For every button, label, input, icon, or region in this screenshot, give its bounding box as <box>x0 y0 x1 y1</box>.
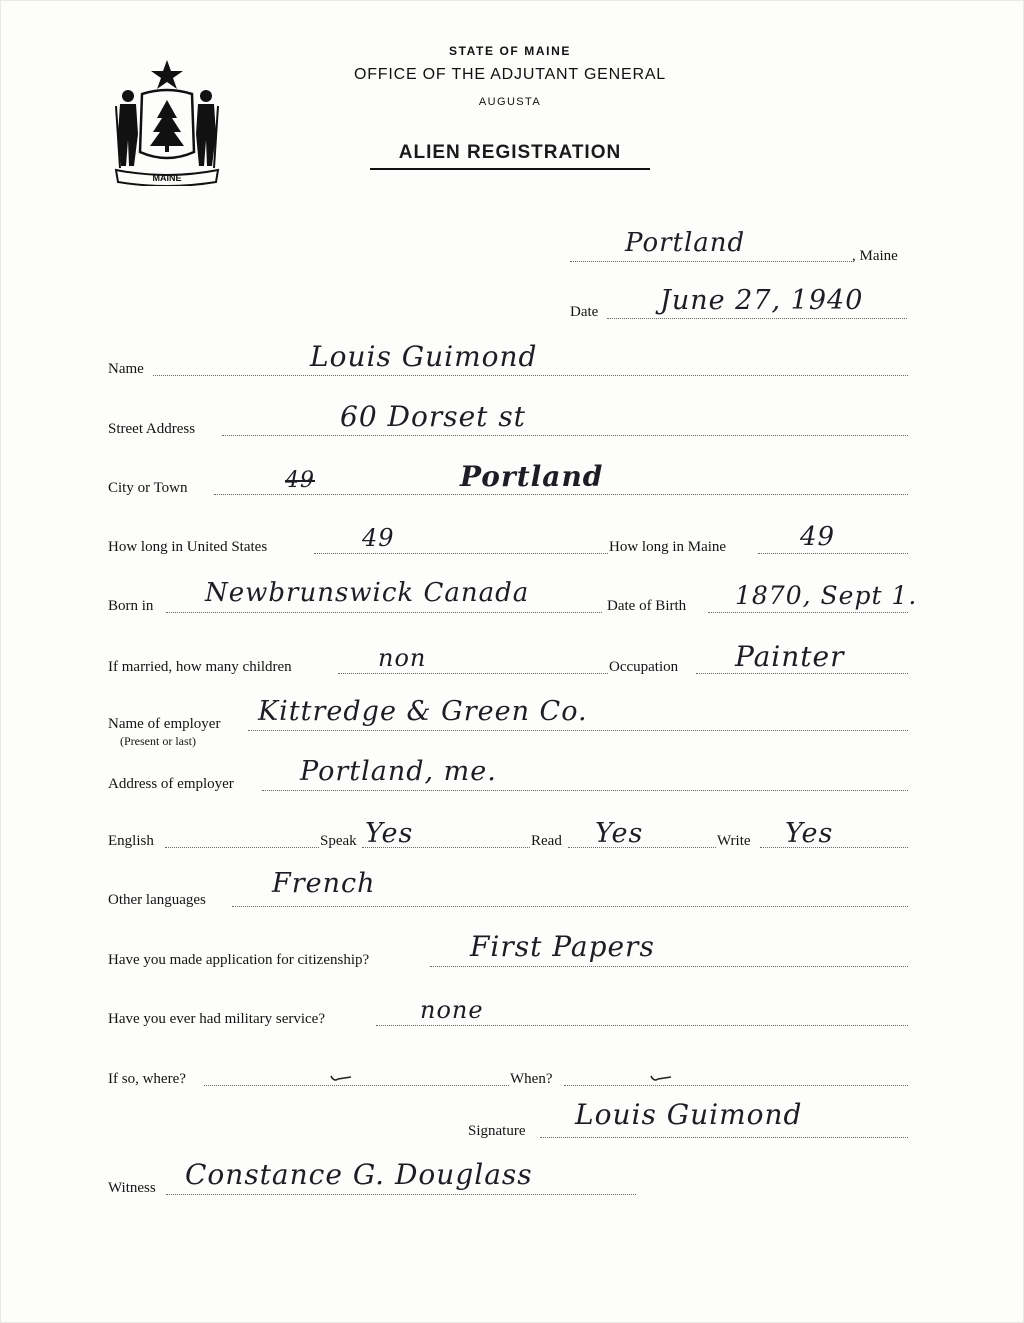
when-line <box>564 1085 908 1086</box>
where-label: If so, where? <box>108 1071 186 1087</box>
citizenship-label: Have you made application for citizenship? <box>108 952 370 968</box>
name-label: Name <box>108 361 144 377</box>
citizenship-value: First Papers <box>470 930 655 963</box>
maine-state-seal-icon <box>110 56 225 186</box>
signature-line <box>540 1137 908 1138</box>
born-in-label: Born in <box>108 598 154 614</box>
occupation-value: Painter <box>735 640 845 673</box>
employer-address-label: Address of employer <box>108 776 234 792</box>
city-line <box>214 494 908 495</box>
speak-value: Yes <box>365 818 414 849</box>
employer-value: Kittredge & Green Co. <box>258 696 588 727</box>
write-line <box>760 847 908 848</box>
born-in-line <box>166 612 602 613</box>
location-line <box>570 261 852 262</box>
read-value: Yes <box>595 818 644 849</box>
other-languages-value: French <box>272 868 376 899</box>
english-line <box>165 847 319 848</box>
other-languages-label: Other languages <box>108 892 206 908</box>
other-languages-line <box>232 906 908 907</box>
children-line <box>338 673 608 674</box>
witness-line <box>166 1194 636 1195</box>
us-years-label: How long in United States <box>108 539 268 555</box>
occupation-label: Occupation <box>609 659 679 675</box>
birth-date-label: Date of Birth <box>607 598 687 614</box>
form-title: ALIEN REGISTRATION <box>370 142 650 170</box>
children-value: non <box>378 644 427 672</box>
children-label: If married, how many children <box>108 659 292 675</box>
us-years-value: 49 <box>362 524 395 552</box>
employer-address-line <box>262 790 908 791</box>
where-dash-mark <box>330 1074 352 1082</box>
employer-sub-label: (Present or last) <box>120 734 196 748</box>
signature-value: Louis Guimond <box>575 1098 803 1131</box>
military-line <box>376 1025 908 1026</box>
us-years-line <box>314 553 608 554</box>
signature-label: Signature <box>468 1123 526 1139</box>
maine-years-line <box>758 553 908 554</box>
date-label: Date <box>570 304 599 320</box>
city-struck-value: 49 <box>285 468 315 493</box>
city-value: Portland <box>460 460 604 493</box>
street-label: Street Address <box>108 421 196 437</box>
date-line <box>607 318 907 319</box>
maine-years-label: How long in Maine <box>609 539 727 555</box>
employer-line <box>248 730 908 731</box>
location-value: Portland <box>625 228 746 258</box>
military-label: Have you ever had military service? <box>108 1011 325 1027</box>
witness-label: Witness <box>108 1180 156 1196</box>
employer-label: Name of employer <box>108 716 221 732</box>
date-value: June 27, 1940 <box>660 285 864 316</box>
city-label: City or Town <box>108 480 188 496</box>
born-in-value: Newbrunswick Canada <box>205 578 530 608</box>
occupation-line <box>696 673 908 674</box>
name-line <box>153 375 908 376</box>
military-value: none <box>420 996 484 1024</box>
city-heading: AUGUSTA <box>478 96 542 108</box>
where-line <box>204 1085 509 1086</box>
citizenship-line <box>430 966 908 967</box>
employer-address-value: Portland, me. <box>300 756 497 787</box>
location-label: , Maine <box>852 248 898 264</box>
maine-years-value: 49 <box>800 522 836 552</box>
birth-date-line <box>708 612 908 613</box>
seal-text: MAINE <box>152 173 182 183</box>
speak-label: Speak <box>320 833 357 849</box>
write-value: Yes <box>785 818 834 849</box>
write-label: Write <box>717 833 751 849</box>
street-line <box>222 435 908 436</box>
birth-date-value: 1870, Sept 1. <box>735 581 918 610</box>
english-label: English <box>108 833 154 849</box>
when-dash-mark <box>650 1074 672 1082</box>
street-value: 60 Dorset st <box>340 400 526 433</box>
witness-value: Constance G. Douglass <box>185 1158 533 1191</box>
read-label: Read <box>531 833 562 849</box>
when-label: When? <box>510 1071 553 1087</box>
office-heading: OFFICE OF THE ADJUTANT GENERAL <box>353 66 667 83</box>
name-value: Louis Guimond <box>310 340 538 373</box>
state-heading: STATE OF MAINE <box>449 44 571 58</box>
